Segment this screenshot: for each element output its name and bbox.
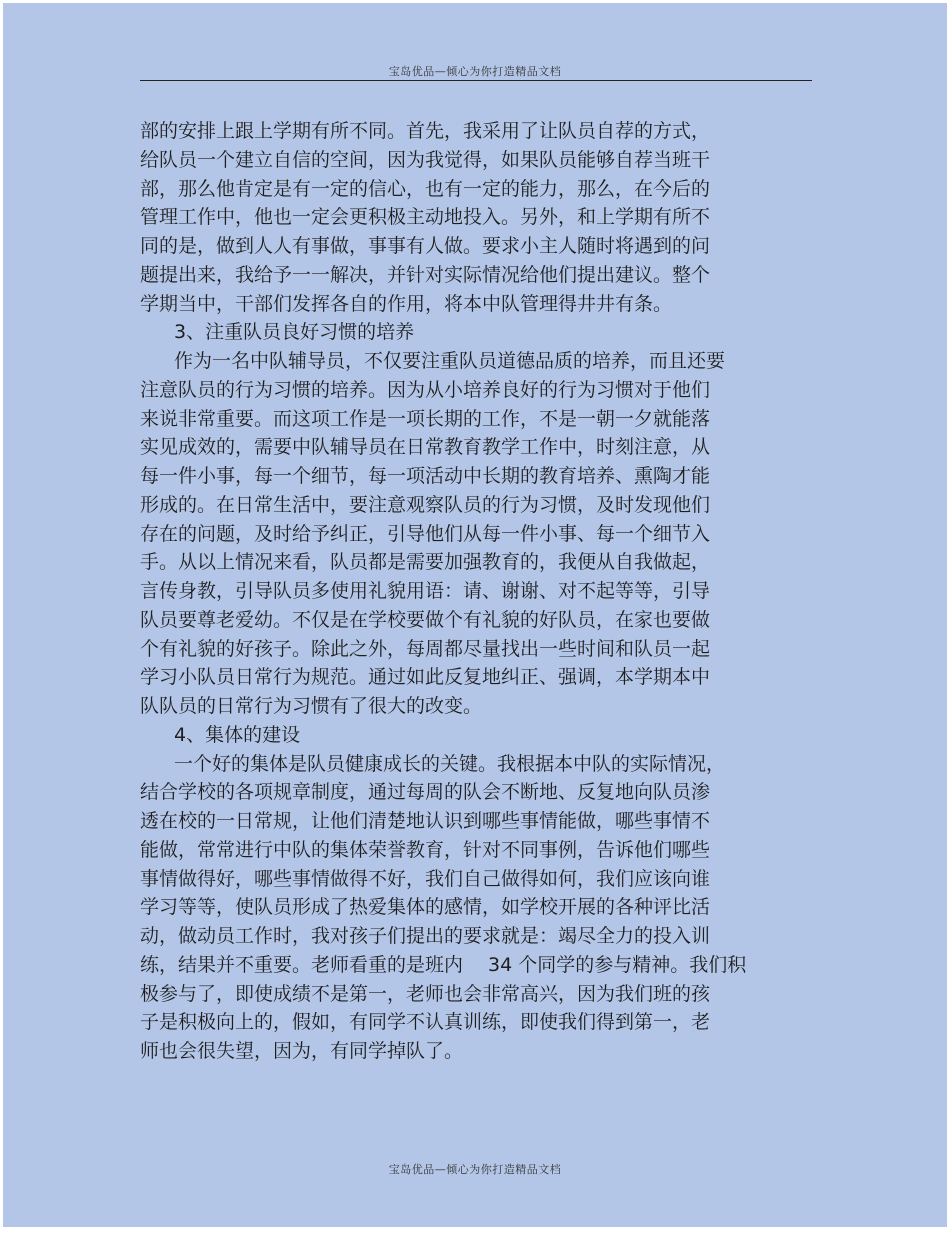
body-line: 题提出来，我给予一一解决，并针对实际情况给他们提出建议。整个 [140,263,711,286]
body-line: 手。从以上情况来看，队员都是需要加强教育的，我便从自我做起， [140,551,711,574]
body-line: 一个好的集体是队员健康成长的关键。我根据本中队的实际情况， [174,752,726,775]
body-line: 学期当中，干部们发挥各自的作用，将本中队管理得井井有条。 [140,292,673,315]
body-line: 学习等等，使队员形成了热爱集体的感情，如学校开展的各种评比活 [140,896,711,919]
body-line: 动，做动员工作时，我对孩子们提出的要求就是：竭尽全力的投入训 [140,925,711,947]
body-line: 每一件小事，每一个细节，每一项活动中长期的教育培养、熏陶才能 [140,465,711,487]
body-line: 部，那么他肯定是有一定的信心，也有一定的能力，那么，在今后的 [140,177,711,200]
body-line: 形成的。在日常生活中，要注意观察队员的行为习惯，及时发现他们 [140,493,711,516]
body-line: 存在的问题，及时给予纠正，引导他们从每一件小事、每一个细节入 [140,522,711,545]
body-line: 队员要尊老爱幼。不仅是在学校要做个有礼貌的好队员，在家也要做 [140,608,711,631]
page-header: 宝岛优品—倾心为你打造精品文档 [388,65,562,78]
body-line: 结合学校的各项规章制度，通过每周的队会不断地、反复地向队员渗 [140,781,711,804]
body-line: 给队员一个建立自信的空间，因为我觉得，如果队员能够自荐当班干 [140,148,711,171]
body-line: 同的是，做到人人有事做，事事有人做。要求小主人随时将遇到的问 [140,235,711,257]
body-line: 学习小队员日常行为规范。通过如此反复地纠正、强调，本学期本中 [140,666,711,689]
body-line: 个有礼貌的好孩子。除此之外，每周都尽量找出一些时间和队员一起 [140,637,711,660]
document-page [3,3,947,1227]
body-line: 队队员的日常行为习惯有了很大的改变。 [140,695,483,717]
section-heading: 4、集体的建设 [174,723,301,746]
body-line: 能做，常常进行中队的集体荣誉教育，针对不同事例，告诉他们哪些 [140,838,711,861]
page-footer: 宝岛优品—倾心为你打造精品文档 [388,1163,562,1176]
body-line: 注意队员的行为习惯的培养。因为从小培养良好的行为习惯对于他们 [140,378,711,401]
body-line: 透在校的一日常规，让他们清楚地认识到哪些事情能做，哪些事情不 [140,810,711,832]
body-line: 极参与了，即使成绩不是第一，老师也会非常高兴，因为我们班的孩 [140,982,711,1005]
body-line: 子是积极向上的，假如，有同学不认真训练，即使我们得到第一，老 [140,1011,711,1034]
body-line: 来说非常重要。而这项工作是一项长期的工作，不是一朝一夕就能落 [140,407,711,430]
body-line: 实见成效的，需要中队辅导员在日常教育教学工作中，时刻注意，从 [140,436,711,459]
body-line: 作为一名中队辅导员，不仅要注重队员道德品质的培养，而且还要 [174,350,726,372]
body-line: 师也会很失望，因为，有同学掉队了。 [140,1040,464,1062]
body-line: 练，结果并不重要。老师看重的是班内 34 个同学的参与精神。我们积 [140,953,747,976]
header-divider [140,80,812,81]
section-heading: 3、注重队员良好习惯的培养 [174,321,415,344]
body-line: 部的安排上跟上学期有所不同。首先，我采用了让队员自荐的方式， [140,120,711,142]
body-line: 事情做得好，哪些事情做得不好，我们自己做得如何，我们应该向谁 [140,867,711,890]
body-line: 管理工作中，他也一定会更积极主动地投入。另外，和上学期有所不 [140,206,711,229]
body-line: 言传身教，引导队员多使用礼貌用语：请、谢谢、对不起等等，引导 [140,580,711,602]
document-body [140,117,812,1066]
